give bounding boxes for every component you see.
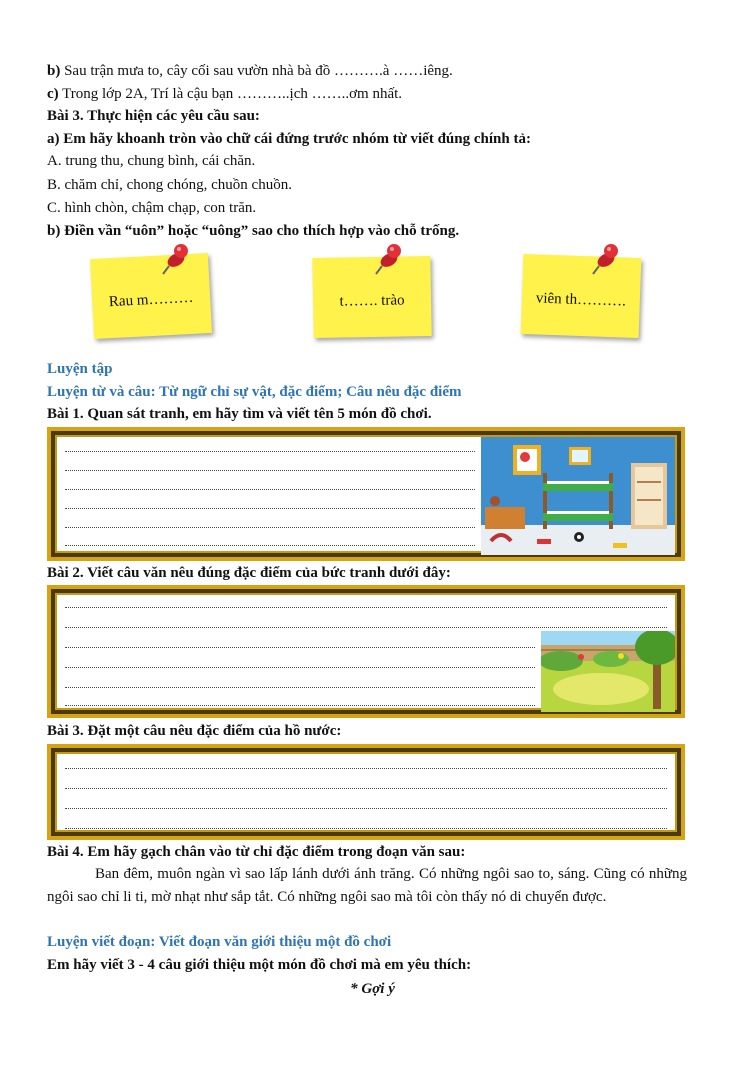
- writing-heading: Luyện viết đoạn: Viết đoạn văn giới thiệu một đồ chơi: [47, 934, 392, 950]
- exercise-line-b: b) Sau trận mưa to, cây cối sau vườn nhà bà đồ ……….à ……iêng.: [47, 63, 453, 79]
- toy-room-picture: [481, 437, 675, 555]
- option-c: C. hình chòn, chậm chạp, con trăn.: [47, 200, 257, 216]
- option-a: A. trung thu, chung bình, cái chăn.: [47, 153, 256, 169]
- bai2-title: Bài 2. Viết câu văn nêu đúng đặc điểm của bức tranh dưới đây:: [47, 565, 451, 581]
- practice-heading: Luyện tập: [47, 361, 113, 377]
- pushpin-icon: [155, 240, 195, 280]
- bai4-title: Bài 4. Em hãy gạch chân vào từ chỉ đặc điểm trong đoạn văn sau:: [47, 844, 466, 860]
- bai4-paragraph: Ban đêm, muôn ngàn vì sao lấp lánh dưới ánh trăng. Có những ngôi sao to, sáng. Cũng có những ngôi sao chỉ li ti, mờ nhạt như sắp tắt. Có những ngôi sao mà tôi còn thấy nó di chuyển được.: [47, 866, 687, 905]
- bai3b-question: b) Điền vần “uôn” hoặc “uông” sao cho thích hợp vào chỗ trống.: [47, 223, 460, 239]
- answer-box-2: [47, 585, 685, 718]
- pushpin-icon: [585, 240, 625, 280]
- garden-picture: [541, 631, 675, 712]
- note-text-3: viên th……….: [535, 290, 627, 310]
- bai3-title: Bài 3. Thực hiện các yêu cầu sau:: [47, 108, 260, 124]
- hint-label: * Gợi ý: [350, 981, 395, 997]
- answer-box-1: [47, 427, 685, 561]
- practice-subheading: Luyện từ và câu: Từ ngữ chỉ sự vật, đặc điểm; Câu nêu đặc điểm: [47, 384, 462, 400]
- exercise-line-c: c) Trong lớp 2A, Trí là cậu bạn ………..ịch ……..ơm nhất.: [47, 86, 403, 102]
- bai1-title: Bài 1. Quan sát tranh, em hãy tìm và viết tên 5 món đồ chơi.: [47, 406, 432, 422]
- bai3-practice-title: Bài 3. Đặt một câu nêu đặc điểm của hồ nước:: [47, 723, 342, 739]
- note-text-2: t……. trào: [339, 292, 405, 310]
- bai3a-question: a) Em hãy khoanh tròn vào chữ cái đứng trước nhóm từ viết đúng chính tả:: [47, 131, 531, 147]
- note-text-1: Rau m………: [108, 289, 194, 311]
- writing-task: Em hãy viết 3 - 4 câu giới thiệu một món đồ chơi mà em yêu thích:: [47, 957, 472, 973]
- option-b: B. chăm chỉ, chong chóng, chuồn chuồn.: [47, 177, 292, 193]
- answer-box-3: [47, 744, 685, 840]
- pushpin-icon: [368, 240, 408, 280]
